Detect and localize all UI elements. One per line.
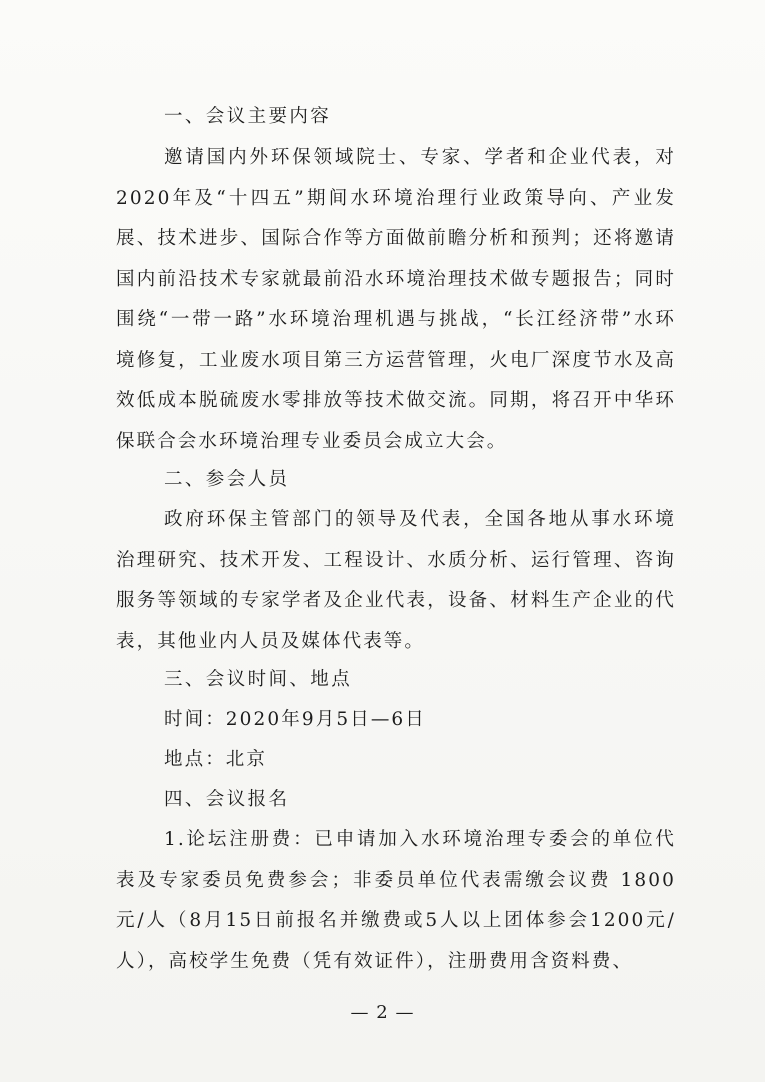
meeting-place: 地点：北京	[164, 749, 268, 770]
meeting-time: 时间：2020年9月5日—6日	[164, 709, 426, 730]
section3-heading: 三、会议时间、地点	[164, 669, 353, 690]
page-number: — 2 —	[350, 1002, 415, 1023]
section1-heading: 一、会议主要内容	[164, 106, 332, 127]
section1-paragraph: 邀请国内外环保领域院士、专家、学者和企业代表，对2020年及“十四五”期间水环境治理行业政策导向、产业发展、技术进步、国际合作等方面做前瞻分析和预判；还将邀请国内前沿技术专家就最前沿水环境治理技术做专题报告；同时围绕“一带一路”水环境治理机遇与挑战，“长江经济带”水环境修复，工业废水项目第三方运营管理，火电厂深度节水及高效低成本脱硫废水零排放等技术做交流。同期，将召开中华环保联合会水环境治理专业委员会成立大会。	[116, 147, 676, 452]
section2-heading: 二、参会人员	[164, 469, 290, 490]
section2-paragraph: 政府环保主管部门的领导及代表，全国各地从事水环境治理研究、技术开发、工程设计、水质分析、运行管理、咨询服务等领域的专家学者及企业代表，设备、材料生产企业的代表，其他业内人员及媒体代表等。	[116, 509, 676, 652]
section4-heading: 四、会议报名	[164, 789, 290, 810]
section4-paragraph: 1.论坛注册费：已申请加入水环境治理专委会的单位代表及专家委员免费参会；非委员单位代表需缴会议费 1800元/人（8月15日前报名并缴费或5人以上团体参会1200元/人），高校学生免费（凭有效证件），注册费用含资料费、	[116, 829, 676, 972]
